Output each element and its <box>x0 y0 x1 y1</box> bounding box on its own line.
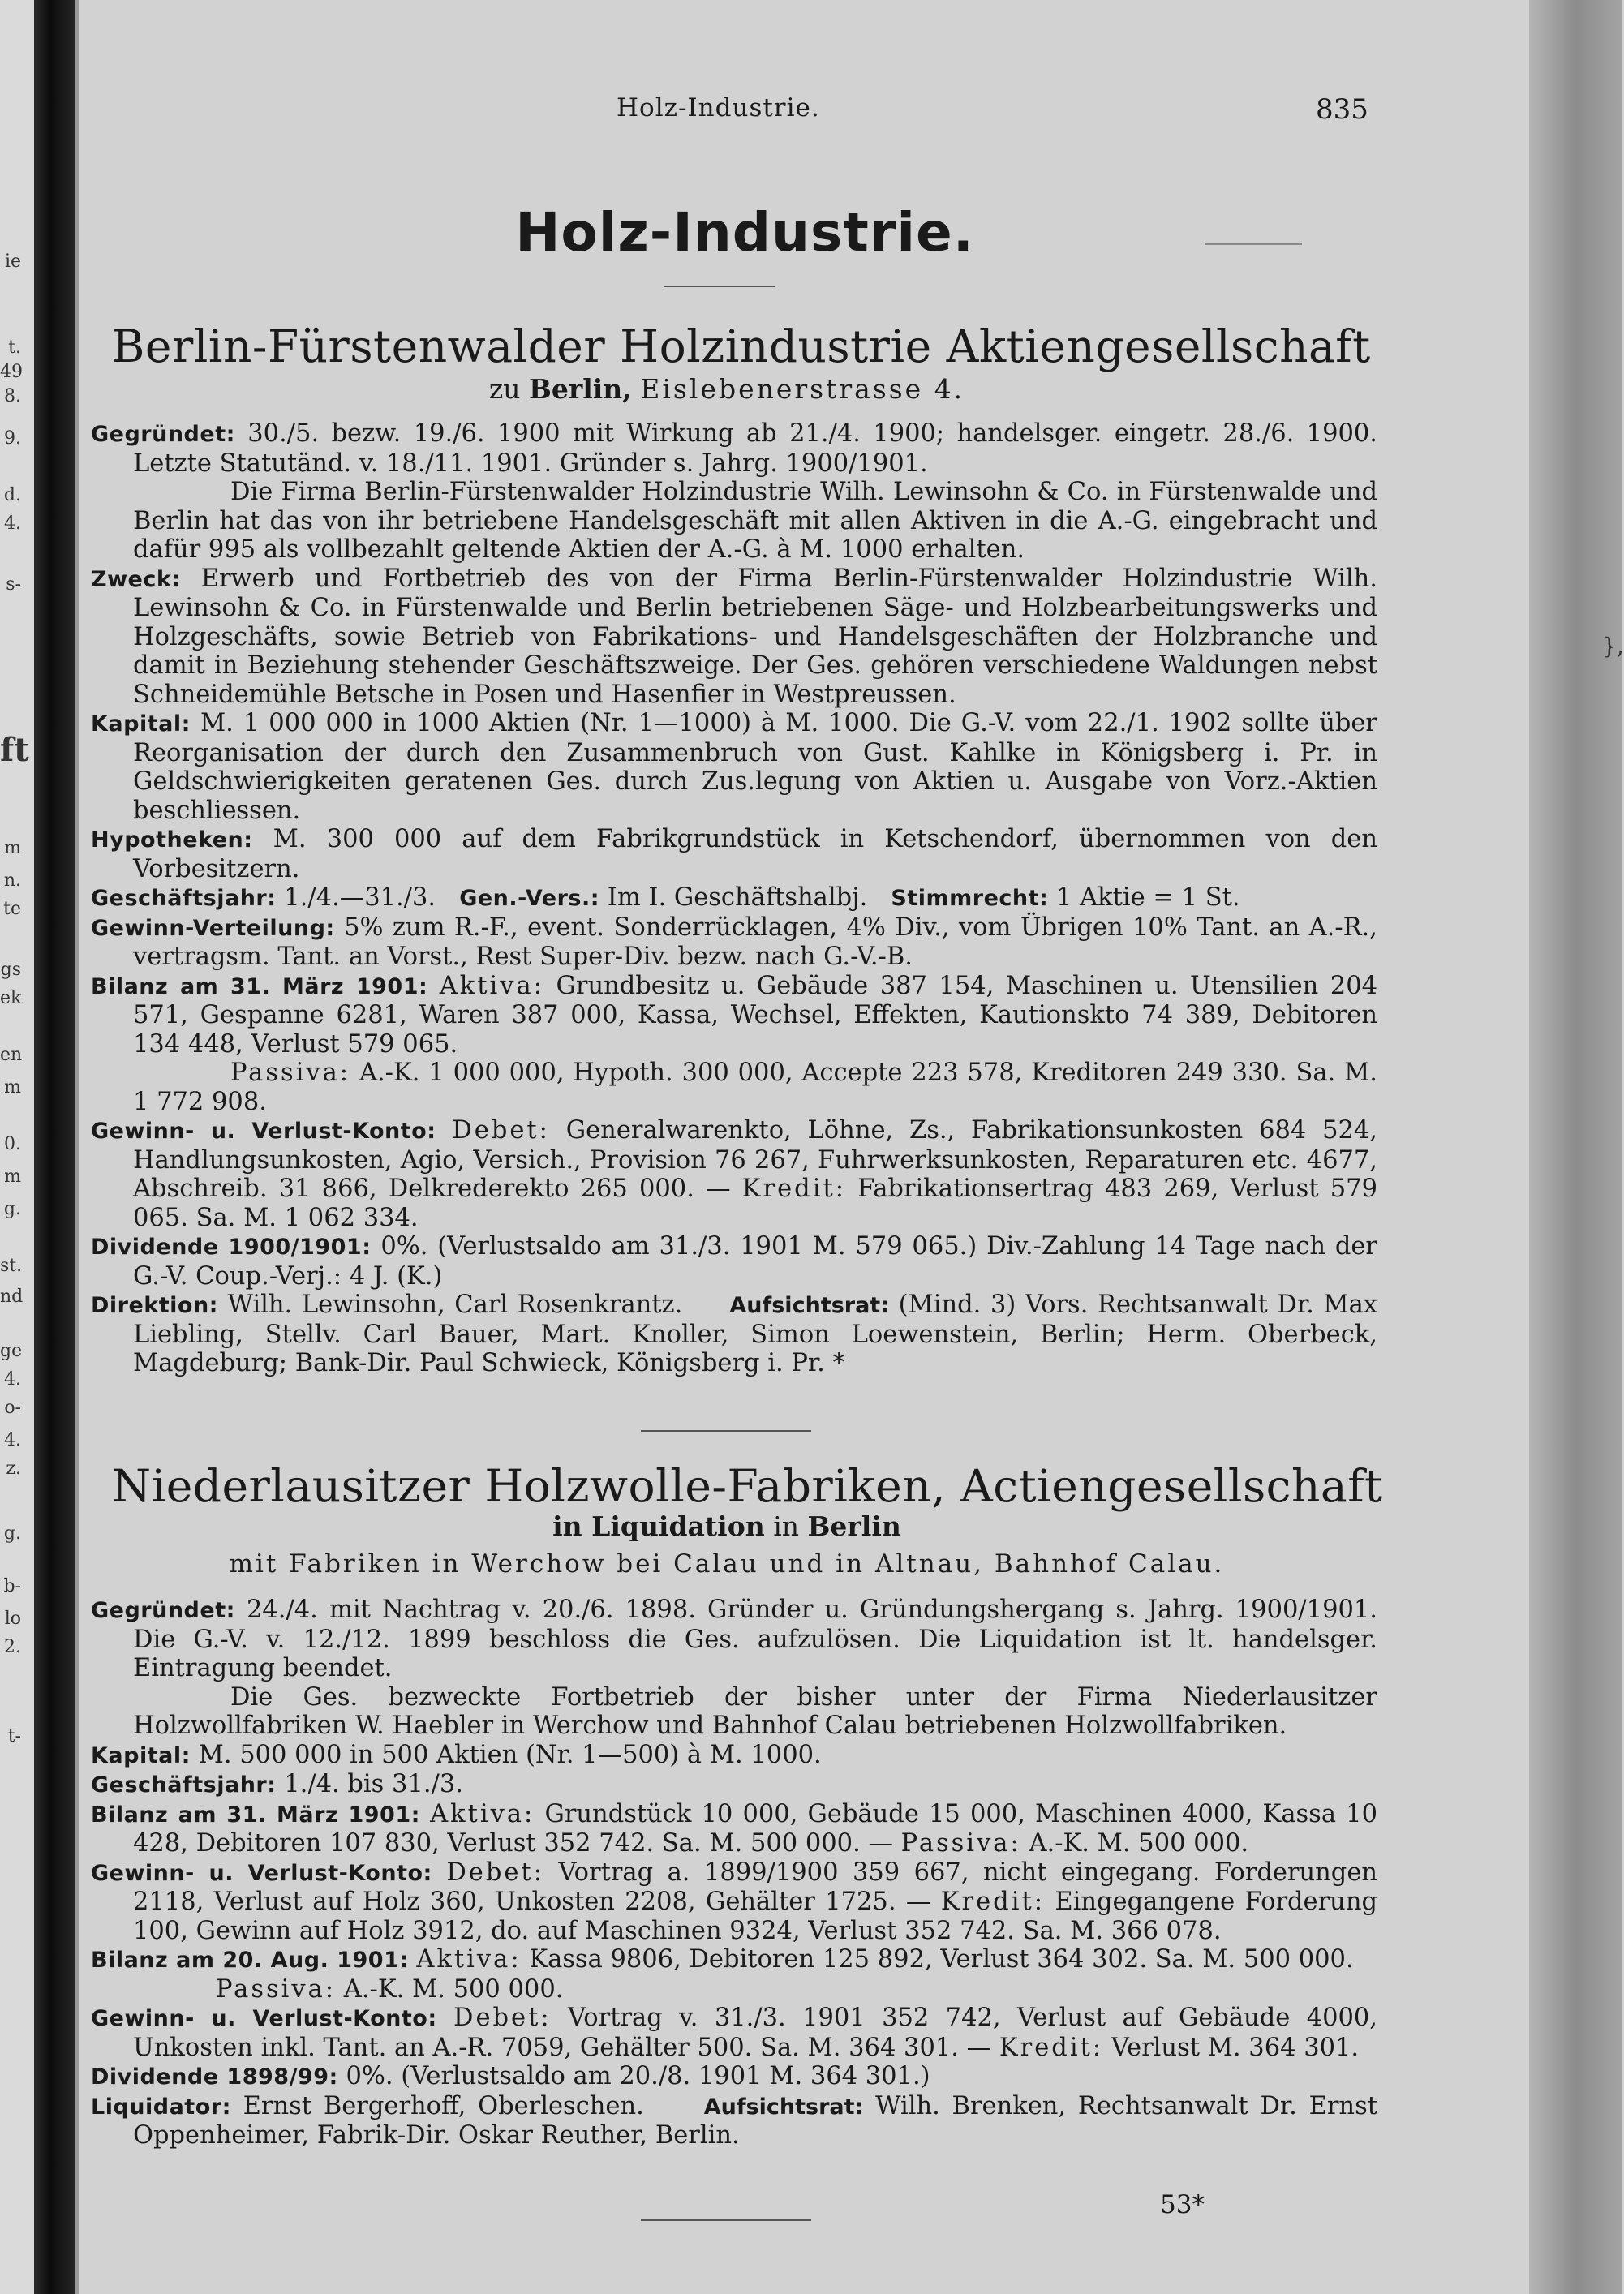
margin-fragment: te <box>3 899 21 919</box>
mortgage-label: Hypotheken: <box>91 827 253 853</box>
debit-text: Vortrag v. 31./3. 1901 352 742, Verlust auf Gebäude 4000, Unkosten inkl. Tant. an A.-R. 7059, Gehälter 500. Sa. M. 364 301. — <box>133 2004 1378 2062</box>
margin-fragment: ie <box>4 251 21 272</box>
assets-text: Grundstück 10 000, Gebäude 15 000, Maschinen 4000, Kassa 10 428, Debitoren 107 830, Verlust 352 742. Sa. M. 500 000. — <box>133 1799 1377 1858</box>
margin-fragment: 4. <box>4 1369 21 1390</box>
credit-text: Verlust M. 364 301. <box>1111 2033 1360 2062</box>
margin-fragment: ge <box>0 1341 23 1361</box>
dividend-text: 0%. (Verlustsaldo am 31./3. 1901 M. 579 065.) Div.-Zahlung 14 Tage nach der G.-V. Coup.-Verj.: 4 J. (K.) <box>133 1232 1377 1291</box>
margin-fragment: st. <box>0 1256 23 1276</box>
profit-loss-2-label: Gewinn- u. Verlust-Konto: <box>91 2006 437 2031</box>
mortgage-text: M. 300 000 auf dem Fabrikgrundstück in Ketschendorf, übernommen von den Vorbesitzern. <box>133 825 1377 883</box>
dividend-label: Dividende 1900/1901: <box>91 1235 372 1260</box>
margin-fragment: m <box>4 838 21 858</box>
company-2-factories: mit Fabriken in Werchow bei Calau und in Altnau, Bahnhof Calau. <box>229 1549 1225 1579</box>
purpose-paragraph <box>91 565 1377 710</box>
capital-text: M. 500 000 in 500 Aktien (Nr. 1—500) à M. 1000. <box>198 1740 822 1769</box>
dividend-label: Dividende 1898/99: <box>91 2064 338 2090</box>
margin-fragment: s- <box>6 574 21 595</box>
liabilities-2-paragraph <box>91 1975 1377 2004</box>
liabilities-paragraph <box>91 1059 1377 1116</box>
capital-paragraph <box>91 1741 1377 1771</box>
status-city: Berlin <box>807 1510 901 1542</box>
company-2-status <box>112 1510 1342 1542</box>
credit-word: Kredit: <box>741 1175 846 1203</box>
margin-fragment: gs <box>0 960 21 980</box>
liquidator-paragraph <box>91 2092 1377 2150</box>
margin-fragment: lo <box>4 1609 21 1629</box>
board-paragraph <box>91 1291 1377 1378</box>
fiscal-paragraph <box>91 1770 1377 1800</box>
balance-paragraph <box>91 972 1377 1059</box>
margin-fragment: o- <box>4 1398 21 1418</box>
liabilities-text: A.-K. 1 000 000, Hypoth. 300 000, Accepte 223 578, Kreditoren 249 330. Sa. M. 1 772 908. <box>133 1059 1377 1116</box>
book-spine-shadow <box>34 0 75 2294</box>
profit-loss-paragraph <box>91 1116 1377 1232</box>
founded-label: Gegründet: <box>91 422 235 447</box>
section-title: Holz-Industrie. <box>515 201 974 264</box>
company-1-entry <box>91 419 1377 1378</box>
liabilities-word: Passiva: <box>900 1829 1021 1858</box>
credit-word: Kredit: <box>940 1888 1045 1916</box>
liabilities-word: Passiva: <box>230 1059 351 1087</box>
profit-loss-1-paragraph <box>91 1858 1377 1946</box>
company-1-location <box>112 373 1342 405</box>
fiscal-label: Geschäftsjahr: <box>91 886 277 911</box>
margin-fragment: n. <box>3 870 21 891</box>
profit-loss-2-paragraph <box>91 2004 1377 2062</box>
signature-mark: 53* <box>1160 2190 1205 2219</box>
margin-fragment: b- <box>3 1576 21 1596</box>
location-street: Eislebenerstrasse 4. <box>640 373 965 405</box>
margin-fragment: d. <box>3 485 21 505</box>
supervisory-label: Aufsichtsrat: <box>703 2094 864 2120</box>
margin-fragment: nd <box>0 1287 24 1307</box>
margin-fragment: t- <box>7 1726 21 1746</box>
fiscal-label: Geschäftsjahr: <box>91 1772 277 1798</box>
capital-paragraph <box>91 709 1377 825</box>
margin-fragment: 4. <box>4 1430 21 1450</box>
profit-loss-label: Gewinn- u. Verlust-Konto: <box>91 1119 436 1144</box>
mortgage-paragraph <box>91 825 1377 883</box>
company-2-title: Niederlausitzer Holzwolle-Fabriken, Actiengesellschaft <box>112 1460 1383 1512</box>
founded-text: 30./5. bezw. 19./6. 1900 mit Wirkung ab 21./4. 1900; handelsger. eingetr. 28./6. 1900. Letzte Statutänd. v. 18./11. 1901. Gründer s. Jahrg. 1900/1901. <box>133 419 1377 478</box>
voting-label: Stimmrecht: <box>891 886 1049 911</box>
assets-word: Aktiva: <box>439 971 544 1000</box>
credit-text: Eingegangene Forderung 100, Gewinn auf Holz 3912, do. auf Maschinen 9324, Verlust 352 742. Sa. M. 366 078. <box>133 1888 1377 1945</box>
running-header: Holz-Industrie. <box>617 93 820 122</box>
margin-fragment: t. <box>8 337 21 358</box>
margin-fragment: 49 <box>0 362 23 382</box>
liquidator-text: Ernst Bergerhoff, Oberleschen. <box>243 2091 644 2120</box>
founded-paragraph <box>91 419 1377 478</box>
dividend-paragraph <box>91 2062 1377 2092</box>
profit-distribution-paragraph <box>91 913 1377 972</box>
liquidator-label: Liquidator: <box>91 2094 231 2120</box>
balance-1-paragraph <box>91 1800 1377 1858</box>
page-number: 835 <box>1316 93 1368 126</box>
assets-word: Aktiva: <box>416 1945 522 1974</box>
founded-text: 24./4. mit Nachtrag v. 20./6. 1898. Gründer u. Gründungshergang s. Jahrg. 1900/1901. Die G.-V. v. 12./12. 1899 beschloss die Ges. aufzulösen. Die Liquidation ist lt. handelsger. Eintragung beendet. <box>133 1596 1377 1682</box>
margin-fragment: m <box>4 1166 21 1187</box>
history-paragraph: Die Ges. bezweckte Fortbetrieb der bisher unter der Firma Niederlausitzer Holzwollfabriken W. Haebler in Werchow und Bahnhof Calau betriebenen Holzwollfabriken. <box>133 1682 1377 1740</box>
right-margin-fragment: }, <box>1602 633 1624 659</box>
footer-rule <box>641 2219 811 2221</box>
page-edge <box>75 0 79 2294</box>
margin-fragment: ft <box>0 731 29 769</box>
profit-distribution-label: Gewinn-Verteilung: <box>91 915 335 941</box>
liabilities-text: A.-K. M. 500 000. <box>343 1974 564 2004</box>
status-in: in <box>773 1510 800 1542</box>
debit-word: Debet: <box>453 2004 552 2032</box>
debit-text: Generalwarenkto, Löhne, Zs., Fabrikationsunkosten 684 524, Handlungsunkosten, Agio, Versich., Provision 76 267, Fuhrwerksunkosten, Reparaturen etc. 4677, Abschreib. 31 866, Delkrederekto 265 000. — <box>133 1116 1377 1203</box>
liabilities-text: A.-K. M. 500 000. <box>1029 1829 1249 1858</box>
company-2-entry <box>91 1596 1377 2150</box>
margin-fragment: 9. <box>4 428 21 449</box>
balance-label: Bilanz am 31. März 1901: <box>91 973 428 999</box>
margin-fragment: g. <box>3 1199 21 1219</box>
margin-fragment: g. <box>3 1523 21 1544</box>
profit-loss-1-label: Gewinn- u. Verlust-Konto: <box>91 1860 432 1886</box>
history-paragraph: Die Firma Berlin-Fürstenwalder Holzindustrie Wilh. Lewinsohn & Co. in Fürstenwalde und Berlin hat das von ihr betriebene Handelsgeschäft mit allen Aktiven in die A.-G. eingebracht und dafür 995 als vollbezahlt geltende Aktien der A.-G. à M. 1000 erhalten. <box>133 478 1377 564</box>
credit-text: Fabrikationsertrag 483 269, Verlust 579 065. Sa. M. 1 062 334. <box>133 1175 1377 1232</box>
board-text: Wilh. Lewinsohn, Carl Rosenkrantz. <box>227 1291 683 1319</box>
fiscal-text: 1./4. bis 31./3. <box>284 1770 463 1798</box>
purpose-text: Erwerb und Fortbetrieb des von der Firma Berlin-Fürstenwalder Holzindustrie Wilh. Lewinsohn & Co. in Fürstenwalde und Berlin betriebenen Säge- und Holzbearbeitungswerks und Holzgeschäfts, sowie Betrieb von Fabrikations- und Handelsgeschäften der Holzbranche und damit in Beziehung stehender Geschäftszweige. Der Ges. gehören verschiedene Waldungen nebst Schneidemühle Betsche in Posen und Hasenfier in Westpreussen. <box>133 564 1377 709</box>
supervisory-label: Aufsichtsrat: <box>729 1293 890 1318</box>
dividend-text: 0%. (Verlustsaldo am 20./8. 1901 M. 364 301.) <box>346 2062 930 2090</box>
assets-word: Aktiva: <box>430 1799 535 1828</box>
adjacent-page-margin <box>0 0 34 2294</box>
liabilities-word: Passiva: <box>216 1974 337 2004</box>
margin-fragment: en <box>0 1045 23 1065</box>
balance-1-label: Bilanz am 31. März 1901: <box>91 1802 420 1828</box>
margin-fragment: 2. <box>4 1637 21 1657</box>
margin-fragment: 4. <box>4 513 21 534</box>
balance-2-label: Bilanz am 20. Aug. 1901: <box>91 1948 409 1973</box>
fiscal-text: 1./4.—31./3. <box>284 883 436 912</box>
capital-text: M. 1 000 000 in 1000 Aktien (Nr. 1—1000) à M. 1000. Die G.-V. vom 22./1. 1902 sollte über Reorganisation der durch den Zusammenbruch von Gust. Kahlke in Königsberg i. Pr. in Geldschwierigkeiten geratenen Ges. durch Zus.legung von Aktien u. Ausgabe von Vorz.-Aktien beschliessen. <box>133 709 1377 825</box>
status-liquidation: in Liquidation <box>552 1510 765 1542</box>
margin-fragment: ek <box>0 988 22 1008</box>
assembly-text: Im I. Geschäftshalbj. <box>607 883 868 912</box>
fiscal-paragraph <box>91 883 1377 913</box>
assembly-label: Gen.-Vers.: <box>459 886 600 911</box>
board-label: Direktion: <box>91 1293 218 1318</box>
location-prefix: zu <box>488 373 521 405</box>
right-page-edge <box>1529 0 1622 2294</box>
company-1-title: Berlin-Fürstenwalder Holzindustrie Aktiengesellschaft <box>112 320 1371 372</box>
voting-text: 1 Aktie = 1 St. <box>1056 883 1240 912</box>
assets-text: Grundbesitz u. Gebäude 387 154, Maschinen u. Utensilien 204 571, Gespanne 6281, Waren 387 000, Kassa, Wechsel, Effekten, Kautionskto 74 389, Debitoren 134 448, Verlust 579 065. <box>133 971 1377 1059</box>
founded-label: Gegründet: <box>91 1598 235 1623</box>
profit-distribution-text: 5% zum R.-F., event. Sonderrücklagen, 4% Div., vom Übrigen 10% Tant. an A.-R., vertragsm. Tant. an Vorst., Rest Super-Div. bezw. nach G.-V.-B. <box>133 913 1377 971</box>
capital-label: Kapital: <box>91 1742 191 1768</box>
debit-text: Vortrag a. 1899/1900 359 667, nicht eingegang. Forderungen 2118, Verlust auf Holz 360, Unkosten 2208, Gehälter 1725. — <box>133 1858 1378 1916</box>
assets-text: Kassa 9806, Debitoren 125 892, Verlust 364 302. Sa. M. 500 000. <box>529 1945 1354 1974</box>
purpose-label: Zweck: <box>91 566 181 592</box>
faint-rule <box>1205 243 1302 245</box>
margin-fragment: 0. <box>4 1134 21 1154</box>
debit-word: Debet: <box>452 1116 550 1145</box>
dividend-paragraph <box>91 1232 1377 1291</box>
margin-fragment: z. <box>6 1458 21 1479</box>
capital-label: Kapital: <box>91 711 191 737</box>
balance-2-paragraph <box>91 1945 1377 1975</box>
separator-rule <box>641 1430 811 1432</box>
debit-word: Debet: <box>446 1858 544 1887</box>
credit-word: Kredit: <box>999 2033 1104 2062</box>
supervisory-text: Wilh. Brenken, Rechtsanwalt Dr. Ernst Oppenheimer, Fabrik-Dir. Oskar Reuther, Berlin. <box>133 2091 1377 2150</box>
founded-paragraph <box>91 1596 1377 1683</box>
location-city: Berlin, <box>528 373 632 405</box>
margin-fragment: 8. <box>4 386 21 406</box>
margin-fragment: m <box>4 1077 21 1098</box>
title-rule <box>664 286 775 287</box>
supervisory-text: (Mind. 3) Vors. Rechtsanwalt Dr. Max Liebling, Stellv. Carl Bauer, Mart. Knoller, Simon Loewenstein, Berlin; Herm. Oberbeck, Magdeburg; Bank-Dir. Paul Schwieck, Königsberg i. Pr. * <box>133 1291 1377 1377</box>
